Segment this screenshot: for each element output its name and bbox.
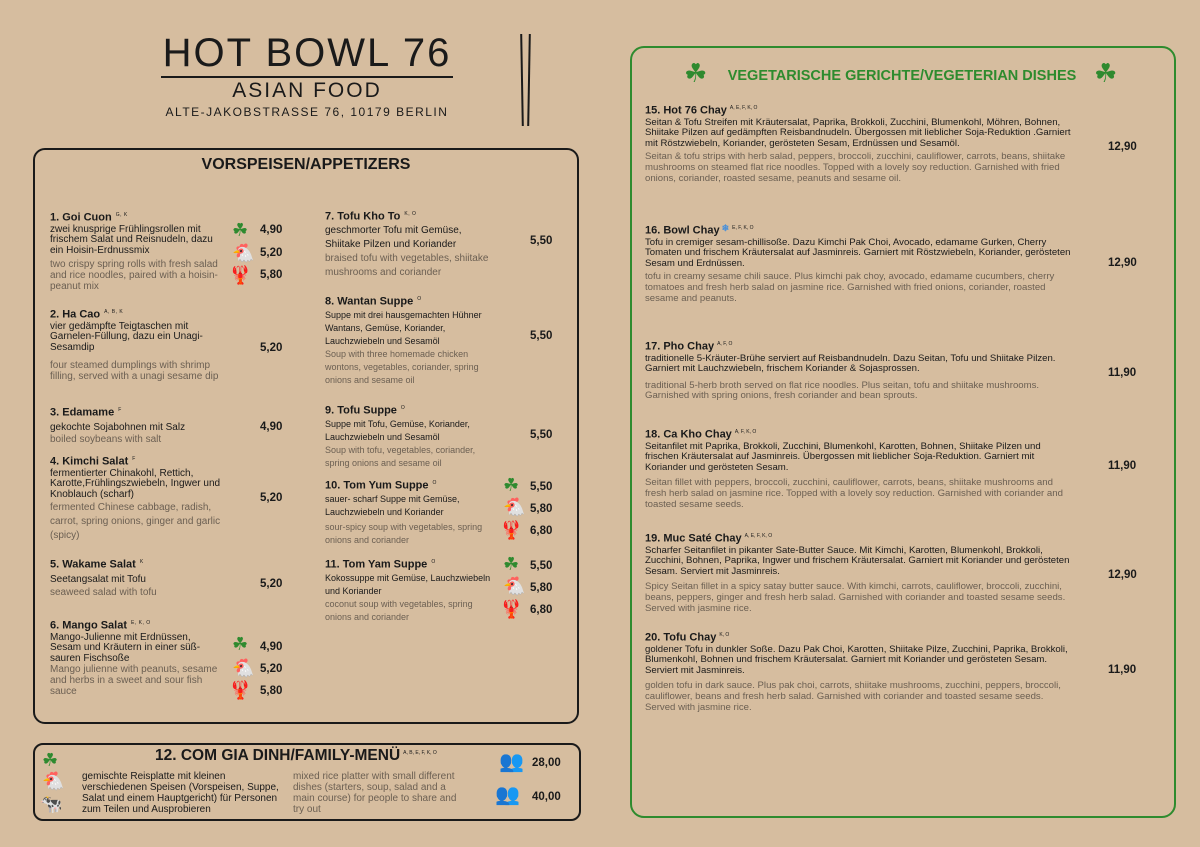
chicken-icon: 🐔 bbox=[503, 576, 526, 596]
item-price: 6,80 bbox=[530, 525, 553, 537]
item-price: 5,50 bbox=[530, 481, 553, 493]
allergen-codes: G, K bbox=[115, 212, 128, 218]
allergen-codes: K, O bbox=[719, 632, 730, 638]
allergen-codes: E, K, O bbox=[131, 620, 151, 626]
item-price: 5,50 bbox=[530, 330, 553, 342]
item-desc-de: Seetangsalat mit Tofu bbox=[50, 573, 146, 585]
chopstick-icon bbox=[520, 34, 524, 126]
brand-header bbox=[118, 30, 496, 120]
family-price: 40,00 bbox=[532, 791, 561, 803]
menu-item[interactable] bbox=[50, 555, 222, 599]
item-name: 18. Ca Kho Chay bbox=[645, 428, 732, 441]
menu-item[interactable] bbox=[50, 452, 222, 543]
item-price: 5,20 bbox=[260, 492, 283, 504]
item-desc-de: Scharfer Seitanfilet in pikanter Sate-Butter Sauce. Mit Kimchi, Karotten, Blumenkohl, Brokkoli, Zucchini, Bohnen, Paprika, Ingwer und frischem Kräutersalat. Garniert mit Koriander und gerösteten Sesam. Serviert mit Jasminreis. bbox=[645, 544, 1070, 577]
menu-item[interactable] bbox=[50, 403, 222, 446]
menu-item[interactable] bbox=[645, 338, 1075, 402]
chicken-icon: 🐔 bbox=[42, 771, 65, 791]
clover-icon: ☘ bbox=[684, 58, 708, 88]
item-desc-en: two crispy spring rolls with fresh salad and rice noodles, paired with a hoisin-peanut mix bbox=[50, 259, 218, 292]
item-desc-en: Seitan & tofu strips with herb salad, peppers, broccoli, zucchini, cauliflower, carrots, beans, shiitake mushrooms on steamed flat rice noodles. Topped with a lovely soy reduction. Garnished with fried onions, coriander, roasted sesame, peanuts and sesame oil. bbox=[645, 151, 1066, 184]
item-price: 6,80 bbox=[530, 604, 553, 616]
restaurant-name: HOT BOWL 76 bbox=[161, 30, 454, 78]
allergen-codes: O bbox=[417, 296, 422, 302]
allergen-codes: F bbox=[118, 407, 122, 413]
item-price: 5,50 bbox=[530, 429, 553, 441]
menu-item[interactable] bbox=[325, 292, 497, 387]
item-desc-en: Soup with tofu, vegetables, coriander, spring onions and sesame oil bbox=[325, 444, 476, 468]
item-desc-de: gekochte Sojabohnen mit Salz bbox=[50, 421, 186, 433]
item-desc-de: Tofu in cremiger sesam-chillisoße. Dazu Kimchi Pak Choi, Avocado, edamame Gurken, Cherry Tomaten und frischem Kräutersalat auf Jasminreis. Garniert mit Röstzwiebeln, Koriander, gerösteten Sesam und Erdnüssen. bbox=[645, 236, 1071, 269]
shrimp-icon: 🦞 bbox=[500, 599, 523, 619]
shrimp-icon: 🦞 bbox=[229, 680, 252, 700]
item-name: 6. Mango Salat bbox=[50, 619, 128, 632]
item-price: 11,90 bbox=[1108, 460, 1137, 472]
item-price: 4,90 bbox=[260, 421, 283, 433]
item-name: 20. Tofu Chay bbox=[645, 631, 717, 644]
item-desc-de: Seitan & Tofu Streifen mit Kräutersalat, Paprika, Brokkoli, Zucchini, Blumenkohl, Möhren, Bohnen, Shiitake Pilzen auf gedämpften Reisbandnudeln. Übergossen mit lieblicher Soja-Reduktion .Garniert mit Röstzwiebeln, Koriander, gerösteten Sesam, Erdnüssen und Sesamöl. bbox=[645, 116, 1071, 149]
family-desc-en: mixed rice platter with small different dishes (starters, soup, salad and a main course) for people to share and try out bbox=[293, 771, 457, 815]
item-price: 12,90 bbox=[1108, 569, 1137, 581]
item-desc-en: tofu in creamy sesame chili sauce. Plus kimchi pak choy, avocado, edamame cucumbers, cherry tomatoes and fresh herb salad on jasmine rice. Garnished with fried onions, coriander, roasted sesame and peanuts. bbox=[645, 271, 1055, 304]
chopstick-icon bbox=[527, 34, 531, 126]
item-desc-de: Suppe mit drei hausgemachten Hühner Wantans, Gemüse, Koriander, Lauchzwiebeln und Sesamöl bbox=[325, 309, 482, 346]
clover-icon: ☘ bbox=[503, 475, 520, 495]
item-desc-de: geschmorter Tofu mit Gemüse, Shiitake Pilzen und Koriander bbox=[325, 224, 462, 250]
item-desc-en: four steamed dumplings with shrimp filling, served with a unagi sesame dip bbox=[50, 360, 219, 382]
allergen-codes: K bbox=[139, 559, 144, 565]
menu-item[interactable] bbox=[645, 222, 1075, 304]
allergen-codes: A, E, F, K, O bbox=[729, 105, 758, 111]
item-desc-de: vier gedämpfte Teigtaschen mit Garnelen-Füllung, dazu ein Unagi-Sesamdip bbox=[50, 320, 203, 354]
item-name: 1. Goi Cuon bbox=[50, 211, 112, 224]
restaurant-address: ALTE-JAKOBSTRASSE 76, 10179 BERLIN bbox=[165, 105, 449, 119]
item-price: 5,50 bbox=[530, 560, 553, 572]
clover-icon: ☘ bbox=[1094, 58, 1118, 88]
shrimp-icon: 🦞 bbox=[500, 520, 523, 540]
item-price: 5,20 bbox=[260, 663, 283, 675]
item-desc-en: Spicy Seitan fillet in a spicy satay butter sauce. With kimchi, carrots, cauliflower, broccoli, zucchini, beans, peppers, ginger and fresh herb salad. Garnished with coriander and toasted sesame seeds. Served with jasmine rice. bbox=[645, 581, 1066, 614]
item-desc-de: Seitanfilet mit Paprika, Brokkoli, Zucchini, Blumenkohl, Karotten, Bohnen, Shiitake Pilzen und frischen Kräutersalat auf Jasminreis. Übergossen mit lieblicher Soja-Reduktion. Garniert mit Koriander und gerösteten Sesam. bbox=[645, 440, 1041, 473]
item-desc-en: seaweed salad with tofu bbox=[50, 587, 157, 599]
allergen-codes: A, E, F, K, O bbox=[744, 533, 773, 539]
people-icon: 👥 bbox=[495, 784, 520, 806]
family-price: 28,00 bbox=[532, 757, 561, 769]
allergen-codes: A, F, K, O bbox=[734, 429, 757, 435]
item-desc-en: braised tofu with vegetables, shiitake mushrooms and coriander bbox=[325, 252, 489, 278]
item-name: 5. Wakame Salat bbox=[50, 558, 136, 571]
item-price: 5,80 bbox=[530, 503, 553, 515]
allergen-codes: A, B, K bbox=[104, 309, 124, 315]
allergen-codes: E, F, K, O bbox=[732, 225, 754, 231]
item-desc-en: Mango julienne with peanuts, sesame and herbs in a sweet and sour fish sauce bbox=[50, 664, 218, 697]
item-price: 5,80 bbox=[260, 269, 283, 281]
clover-icon: ☘ bbox=[232, 220, 249, 240]
item-name: 19. Muc Saté Chay bbox=[645, 532, 742, 545]
family-desc-de: gemischte Reisplatte mit kleinen verschiedenen Speisen (Vorspeisen, Suppe, Salat und einem Hauptgericht) für Personen zum Teilen und Ausprobieren bbox=[82, 771, 279, 815]
item-name: 17. Pho Chay bbox=[645, 340, 715, 353]
menu-item[interactable] bbox=[645, 530, 1075, 614]
item-price: 5,20 bbox=[260, 342, 283, 354]
chicken-icon: 🐔 bbox=[232, 243, 255, 263]
item-price: 5,80 bbox=[530, 582, 553, 594]
restaurant-subtitle: ASIAN FOOD bbox=[232, 79, 382, 102]
allergen-codes: O bbox=[400, 405, 406, 411]
item-desc-en: boiled soybeans with salt bbox=[50, 434, 162, 446]
menu-item[interactable] bbox=[645, 102, 1075, 184]
item-desc-en: coconut soup with vegetables, spring onions and coriander bbox=[325, 598, 473, 622]
item-price: 11,90 bbox=[1108, 664, 1137, 676]
allergen-codes: A, F, O bbox=[717, 341, 733, 347]
item-desc-en: Seitan fillet with peppers, broccoli, zucchini, cauliflower, carrots, beans, shiitake mushrooms and fresh herb salad on jasmine rice. Topped with a lovely soy reduction. Garnished with coriander and toasted sesame seeds. bbox=[645, 477, 1063, 510]
item-name: 9. Tofu Suppe bbox=[325, 404, 397, 417]
item-desc-de: Suppe mit Tofu, Gemüse, Koriander, Lauchzwiebeln und Sesamöl bbox=[325, 418, 470, 442]
chicken-icon: 🐔 bbox=[503, 497, 526, 517]
allergen-codes: K, O bbox=[404, 211, 417, 217]
item-price: 11,90 bbox=[1108, 367, 1137, 379]
menu-item[interactable] bbox=[325, 207, 497, 280]
item-price: 5,50 bbox=[530, 235, 553, 247]
item-desc-en: fermented Chinese cabbage, radish, carrot, spring onions, ginger and garlic (spicy) bbox=[50, 502, 221, 542]
item-price: 5,20 bbox=[260, 578, 283, 590]
item-price: 5,20 bbox=[260, 247, 283, 259]
menu-item[interactable] bbox=[645, 426, 1075, 510]
menu-item[interactable] bbox=[50, 616, 222, 697]
snowflake-icon: ❄ bbox=[721, 223, 730, 233]
shrimp-icon: 🦞 bbox=[229, 265, 252, 285]
item-desc-en: Soup with three homemade chicken wontons, vegetables, coriander, spring onions and sesame oil bbox=[325, 348, 479, 385]
item-desc-de: traditionelle 5-Kräuter-Brühe serviert auf Reisbandnudeln. Dazu Seitan, Tofu und Shiitake Pilzen. Garniert mit Lauchzwiebeln, frischem Koriander & Sojasprossen. bbox=[645, 352, 1056, 375]
clover-icon: ☘ bbox=[503, 554, 520, 574]
item-desc-de: Mango-Julienne mit Erdnüssen, Sesam und Kräutern in einer süß-sauren Fischsoße bbox=[50, 631, 201, 665]
item-name: 11. Tom Yam Suppe bbox=[325, 558, 428, 571]
item-desc-de: sauer- scharf Suppe mit Gemüse, Lauchzwiebeln und Koriander bbox=[325, 493, 460, 517]
item-name: 4. Kimchi Salat bbox=[50, 455, 129, 468]
item-name: 8. Wantan Suppe bbox=[325, 295, 414, 308]
family-menu-title: 12. COM GIA DINH/FAMILY-MENÜ $^{A, B, E, F, K, O}$ bbox=[155, 747, 437, 764]
item-desc-en: golden tofu in dark sauce. Plus pak choi, carrots, shiitake mushrooms, zucchini, peppers, broccoli, cauliflower, beans and fresh herb salad. Garnished with coriander and toasted sesame seeds. Served with jasmine rice. bbox=[645, 680, 1061, 713]
allergen-codes: A, B, E, F, K, O bbox=[403, 749, 437, 756]
clover-icon: ☘ bbox=[232, 634, 249, 654]
allergen-codes: O bbox=[431, 559, 436, 565]
menu-item[interactable] bbox=[645, 629, 1075, 713]
vegetarian-title: VEGETARISCHE GERICHTE/VEGETERIAN DISHES bbox=[727, 68, 1077, 84]
chicken-icon: 🐔 bbox=[232, 658, 255, 678]
item-desc-en: sour-spicy soup with vegetables, spring onions and coriander bbox=[325, 521, 483, 545]
item-desc-de: fermentierter Chinakohl, Rettich, Karotte,Frühlingszwiebeln, Ingwer und Knoblauch (scharf) bbox=[50, 467, 221, 501]
item-name: 2. Ha Cao bbox=[50, 308, 101, 321]
appetizers-title: VORSPEISEN/APPETIZERS bbox=[201, 156, 411, 173]
item-price: 4,90 bbox=[260, 641, 283, 653]
item-desc-de: zwei knusprige Frühlingsrollen mit frischem Salat und Reisnudeln, dazu ein Hoisin-Erdnussmix bbox=[50, 223, 213, 257]
menu-item[interactable] bbox=[50, 305, 222, 383]
item-price: 4,90 bbox=[260, 224, 283, 236]
item-desc-de: Kokossuppe mit Gemüse, Lauchzwiebeln und Koriander bbox=[325, 572, 491, 596]
item-price: 12,90 bbox=[1108, 257, 1137, 269]
item-name: 10. Tom Yum Suppe bbox=[325, 479, 429, 492]
item-name: 16. Bowl Chay bbox=[645, 224, 720, 237]
menu-item[interactable] bbox=[325, 401, 497, 470]
menu-item[interactable] bbox=[325, 555, 497, 624]
clover-icon: ☘ bbox=[42, 750, 59, 770]
menu-item[interactable] bbox=[325, 476, 497, 547]
item-name: 3. Edamame bbox=[50, 406, 115, 419]
allergen-codes: O bbox=[432, 480, 437, 486]
item-price: 5,80 bbox=[260, 685, 283, 697]
menu-item[interactable] bbox=[50, 208, 222, 292]
people-icon: 👥 bbox=[499, 751, 524, 773]
item-price: 12,90 bbox=[1108, 141, 1137, 153]
item-desc-de: goldener Tofu in dunkler Soße. Dazu Pak Choi, Karotten, Shiitake Pilze, Zucchini, Paprika, Brokkoli, Blumenkohl, Bohnen und frischem Kräutersalat. Garniert mit Koriander und gerösteten Sesam. Serviert mit Jasminreis. bbox=[645, 643, 1068, 676]
item-desc-en: traditional 5-herb broth served on flat rice noodles. Plus seitan, tofu and shiitake mushrooms. Garnished with spring onions, fresh coriander and bean sprouts. bbox=[645, 379, 1040, 402]
item-name: 15. Hot 76 Chay bbox=[645, 104, 727, 117]
cow-icon: 🐄 bbox=[40, 794, 63, 814]
item-name: 7. Tofu Kho To bbox=[325, 210, 401, 223]
allergen-codes: F bbox=[132, 456, 136, 462]
